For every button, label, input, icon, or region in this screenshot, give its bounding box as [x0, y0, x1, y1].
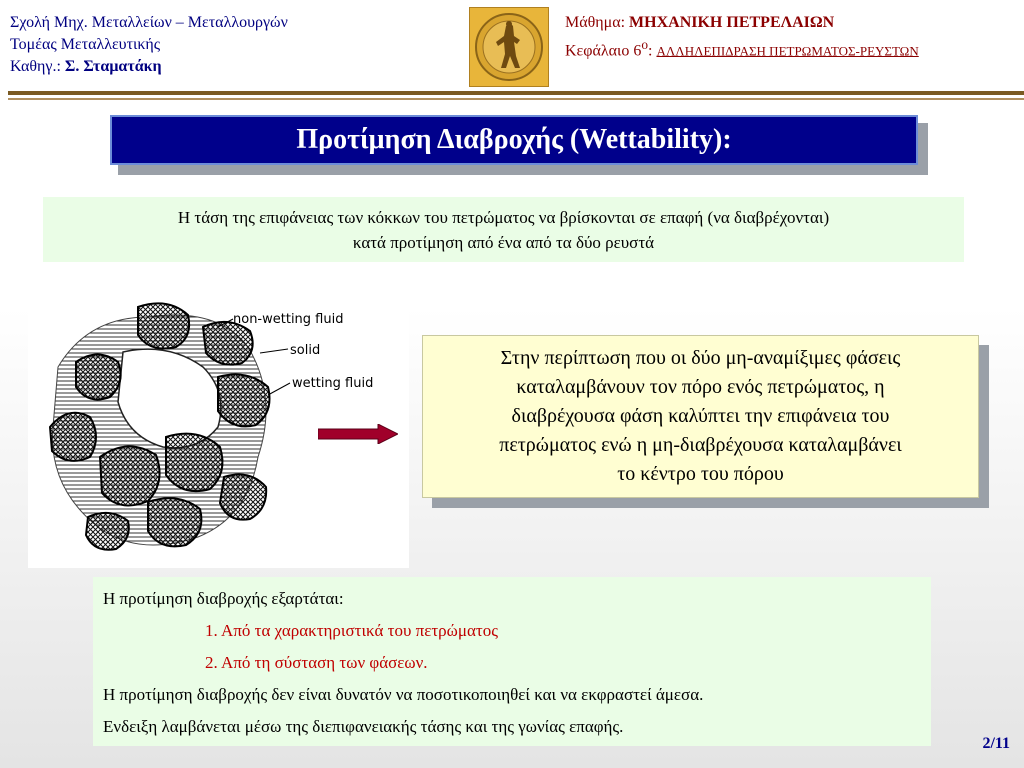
header-course — [565, 12, 919, 62]
chapter-colon: : — [648, 42, 657, 60]
department-name: Τομέας Μεταλλευτικής — [10, 36, 161, 53]
dependency-item-2: 2. Από τη σύσταση των φάσεων. — [205, 653, 428, 672]
info-line-1: Στην περίπτωση που οι δύο μη-αναμίξιμες φάσεις — [500, 347, 901, 369]
right-arrow-icon — [318, 424, 398, 444]
dependency-box — [93, 577, 931, 746]
professor-prefix: Καθηγ.: — [10, 58, 65, 75]
label-solid: solid — [290, 343, 321, 358]
professor-line — [10, 56, 288, 78]
header-divider-thin — [8, 98, 1024, 100]
definition-box — [43, 197, 964, 262]
dependency-note-2: Ενδειξη λαμβάνεται μέσω της διεπιφανειακής τάσης και της γωνίας επαφής. — [103, 717, 624, 736]
info-line-4: πετρώματος ενώ η μη-διαβρέχουσα καταλαμβάνει — [499, 434, 902, 456]
info-line-2: καταλαμβάνουν τον πόρο ενός πετρώματος, η — [516, 376, 885, 398]
course-title: ΜΗΧΑΝΙΚΗ ΠΕΤΡΕΛΑΙΩΝ — [629, 14, 835, 31]
university-seal-logo — [469, 7, 549, 87]
slide-title: Προτίμηση Διαβροχής (Wettability): — [110, 115, 918, 165]
professor-name: Σ. Σταματάκη — [64, 58, 162, 75]
definition-line-2: κατά προτίμηση από ένα από τα δύο ρευστά — [352, 233, 655, 252]
header-divider — [8, 91, 1024, 95]
chapter-sup: ο — [641, 37, 649, 52]
course-label: Μάθημα: — [565, 14, 630, 31]
definition-line-1: Η τάση της επιφάνειας των κόκκων του πετρώματος να βρίσκονται σε επαφή (να διαβρέχονται) — [177, 208, 830, 227]
info-line-5: το κέντρο του πόρου — [617, 463, 784, 485]
info-line-3: διαβρέχουσα φάση καλύπτει την επιφάνεια του — [511, 405, 890, 427]
info-box — [422, 335, 979, 498]
dependency-intro: Η προτίμηση διαβροχής εξαρτάται: — [103, 589, 344, 608]
chapter-label: Κεφάλαιο 6 — [565, 42, 642, 60]
dependency-item-1: 1. Από τα χαρακτηριστικά του πετρώματος — [205, 621, 498, 640]
chapter-title: ΑΛΛΗΛΕΠΙΔΡΑΣΗ ΠΕΤΡΩΜΑΤΟΣ-ΡΕΥΣΤΩΝ — [656, 43, 919, 59]
page-number: 2/11 — [982, 735, 1010, 752]
label-non-wetting-fluid: non-wetting fluid — [233, 312, 344, 327]
chapter-line — [565, 34, 919, 62]
header-institution — [10, 12, 288, 78]
dependency-note-1: Η προτίμηση διαβροχής δεν είναι δυνατόν να ποσοτικοποιηθεί και να εκφραστεί άμεσα. — [103, 685, 704, 704]
course-line — [565, 12, 919, 34]
label-wetting-fluid: wetting fluid — [292, 376, 374, 391]
school-name: Σχολή Μηχ. Μεταλλείων – Μεταλλουργών — [10, 14, 288, 31]
